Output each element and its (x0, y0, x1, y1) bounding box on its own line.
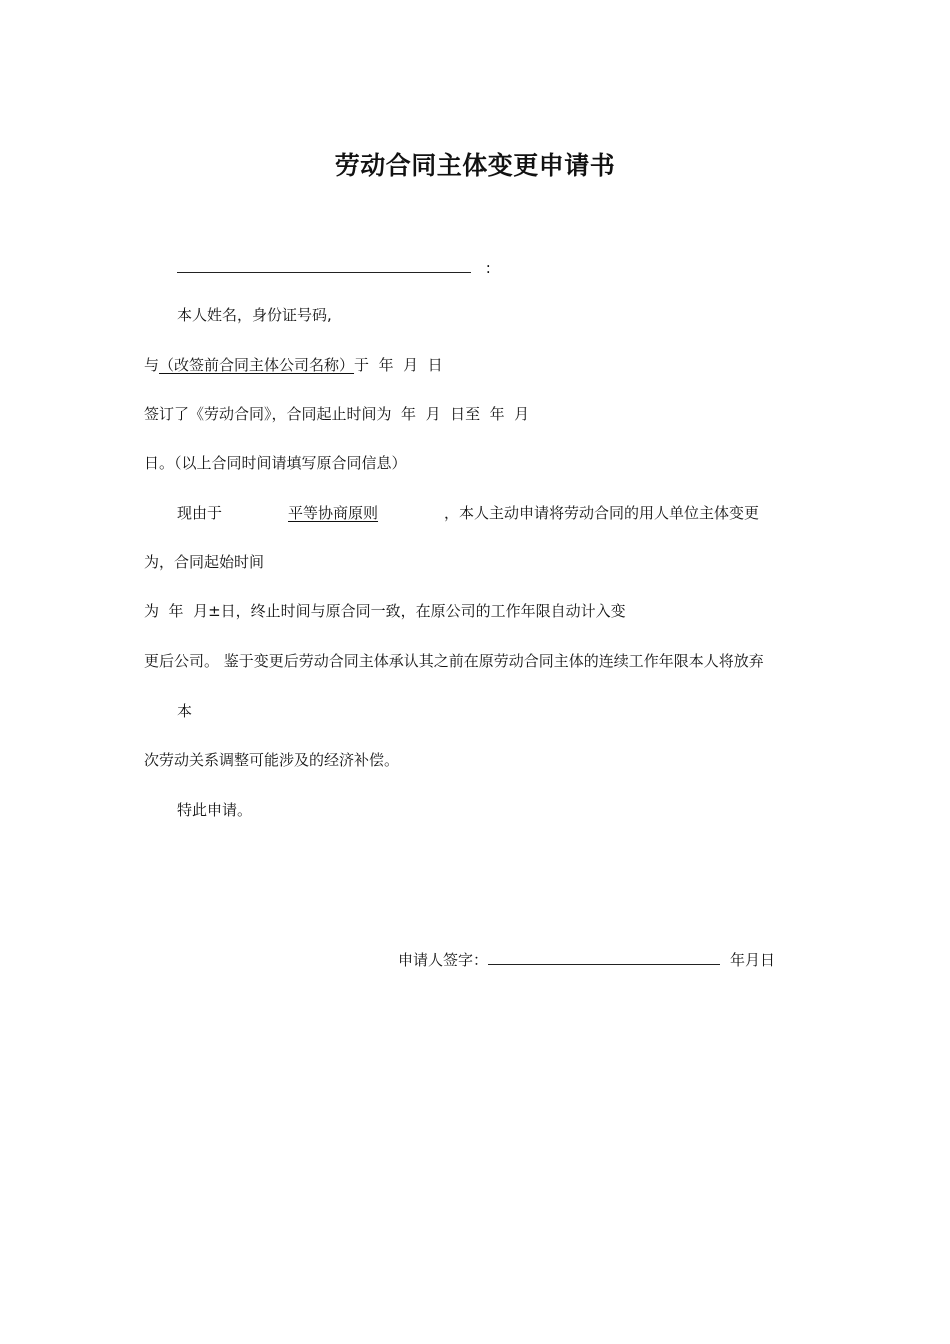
former-company-field: （改签前合同主体公司名称） (159, 356, 355, 374)
signature-label: 申请人签字： (398, 951, 489, 969)
addressee-line (177, 256, 491, 279)
reason-suffix: ，本人主动申请将劳动合同的用人单位主体变更 (444, 504, 760, 522)
signature-date: 年月日 (730, 951, 776, 969)
paragraph-waiver: 更后公司。 鉴于变更后劳动合同主体承认其之前在原劳动合同主体的连续工作年限本人将放弃 (144, 652, 764, 670)
paragraph-reason (177, 502, 759, 524)
paragraph-former-company (144, 354, 443, 376)
former-company-suffix: 于 年 月 日 (354, 356, 443, 374)
paragraph-compensation: 次劳动关系调整可能涉及的经济补偿。 (144, 751, 400, 769)
reason-prefix: 现由于 (177, 504, 223, 522)
paragraph-contract-note: 日。（以上合同时间请填写原合同信息） (144, 454, 407, 472)
reason-field (222, 504, 378, 522)
reason-text: 平等协商原则 (288, 504, 379, 522)
former-company-prefix: 与 (144, 356, 160, 374)
document-title: 劳动合同主体变更申请书 (334, 151, 616, 180)
paragraph-waiver-cont: 本 (177, 702, 193, 720)
signature-blank (488, 948, 720, 965)
addressee-colon: : (485, 259, 491, 277)
paragraph-name-id: 本人姓名，身份证号码, (177, 306, 332, 324)
signature-line (398, 948, 775, 971)
paragraph-contract-period: 签订了《劳动合同》，合同起止时间为 年 月 日至 年 月 (144, 405, 530, 423)
addressee-blank (177, 256, 471, 273)
paragraph-start-date: 为 年 月±日，终止时间与原合同一致，在原公司的工作年限自动计入变 (144, 602, 626, 620)
paragraph-start-time: 为，合同起始时间 (144, 553, 265, 571)
paragraph-closing: 特此申请。 (177, 801, 253, 819)
